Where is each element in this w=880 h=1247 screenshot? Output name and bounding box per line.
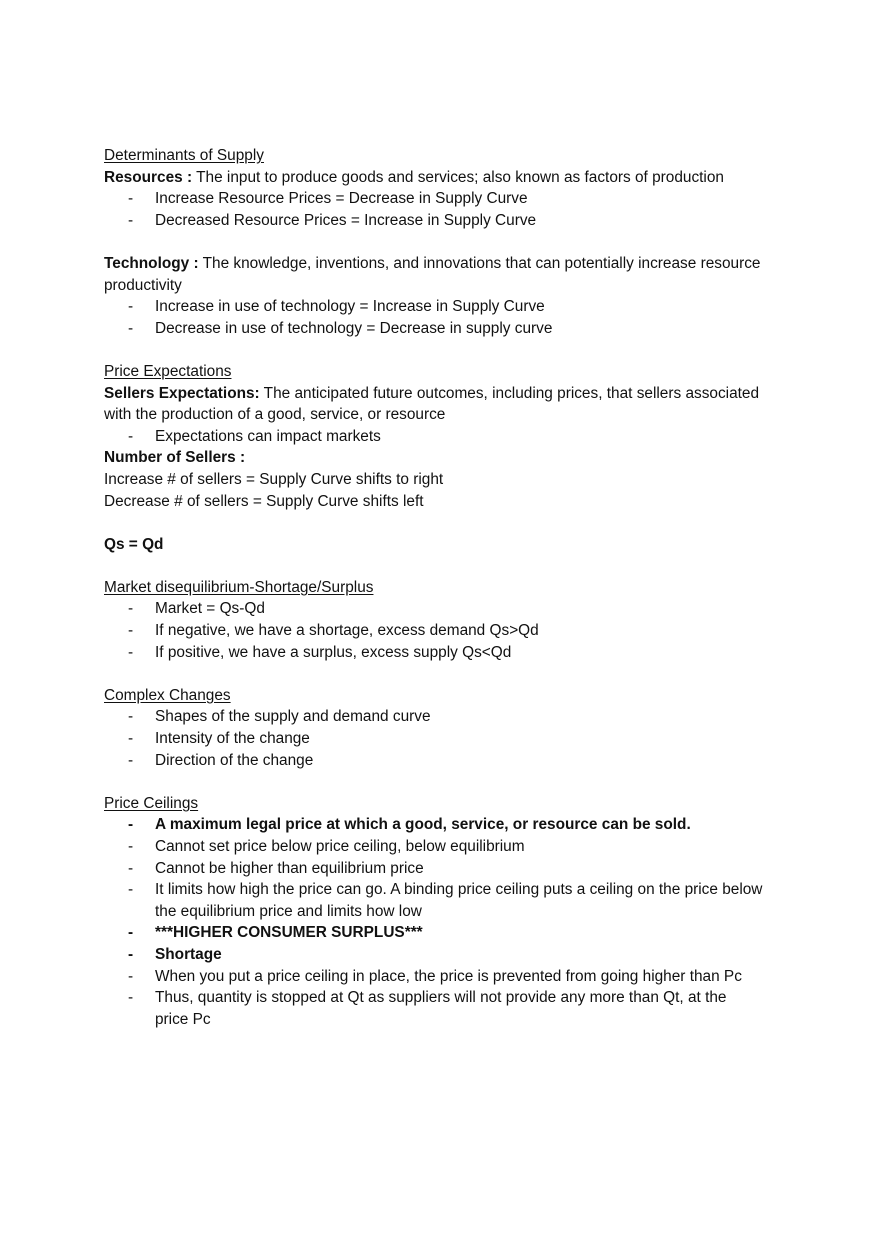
complex-heading: Complex Changes xyxy=(104,686,231,704)
list-item: - If negative, we have a shortage, excess demand Qs>Qd xyxy=(104,620,764,642)
disequilibrium-list xyxy=(104,598,764,663)
resources-definition: The input to produce goods and services; also known as factors of production xyxy=(192,168,724,186)
dash-bullet: - xyxy=(128,643,134,661)
list-item: - A maximum legal price at which a good, service, or resource can be sold. xyxy=(104,814,764,836)
equilibrium-equation: Qs = Qd xyxy=(104,535,164,553)
sellers-list xyxy=(104,426,764,448)
document-page xyxy=(104,145,764,1030)
dash-bullet: - xyxy=(128,211,134,229)
resources-paragraph xyxy=(104,167,764,189)
ceilings-heading: Price Ceilings xyxy=(104,794,199,812)
dash-bullet: - xyxy=(128,622,134,640)
list-item: - Cannot be higher than equilibrium price xyxy=(104,858,764,880)
technology-definition: The knowledge, inventions, and innovations that can potentially increase resource productivity xyxy=(104,254,761,294)
supply-heading: Determinants of Supply xyxy=(104,147,264,164)
disequilibrium-heading: Market disequilibrium-Shortage/Surplus xyxy=(104,578,374,596)
list-item: - Market = Qs-Qd xyxy=(104,598,764,620)
dash-bullet: - xyxy=(128,924,134,942)
dash-bullet: - xyxy=(128,838,134,855)
list-item: - Direction of the change xyxy=(104,750,764,772)
list-item: - Increase in use of technology = Increase in Supply Curve xyxy=(104,296,764,318)
dash-bullet: - xyxy=(128,708,134,726)
dash-bullet: - xyxy=(128,427,134,445)
dash-bullet: - xyxy=(128,298,134,316)
list-item: - Shapes of the supply and demand curve xyxy=(104,706,764,728)
technology-term: Technology : xyxy=(104,254,199,272)
number-line: Increase # of sellers = Supply Curve shifts to right xyxy=(104,470,444,488)
list-item: - Expectations can impact markets xyxy=(104,426,764,448)
list-item: - It limits how high the price can go. A binding price ceiling puts a ceiling on the price below the equilibrium price and limits how low xyxy=(128,881,763,920)
resources-term: Resources : xyxy=(104,168,193,186)
list-item: - Cannot set price below price ceiling, below equilibrium xyxy=(104,836,764,858)
dash-bullet: - xyxy=(128,859,134,877)
sellers-paragraph xyxy=(104,383,764,426)
number-line: Decrease # of sellers = Supply Curve shifts left xyxy=(104,492,424,510)
list-item: - Decrease in use of technology = Decrease in supply curve xyxy=(104,318,764,340)
complex-list xyxy=(104,706,764,771)
technology-list xyxy=(104,296,764,339)
dash-bullet: - xyxy=(128,751,134,769)
list-item: - If positive, we have a surplus, excess supply Qs<Qd xyxy=(104,642,764,664)
sellers-term: Sellers Expectations: xyxy=(104,384,260,402)
dash-bullet: - xyxy=(128,967,134,985)
list-item: - ***HIGHER CONSUMER SURPLUS*** xyxy=(104,922,764,944)
sellers-definition: The anticipated future outcomes, including prices, that sellers associated with the production of a good, service, or resource xyxy=(104,384,760,424)
dash-bullet: - xyxy=(128,190,134,208)
dash-bullet: - xyxy=(128,881,134,899)
list-item: - Shortage xyxy=(104,944,764,966)
ceilings-list xyxy=(104,814,764,1030)
technology-paragraph xyxy=(104,253,764,296)
list-item: - Increase Resource Prices = Decrease in Supply Curve xyxy=(104,188,764,210)
list-item: - When you put a price ceiling in place, the price is prevented from going higher than Pc xyxy=(104,966,764,988)
list-item: - Intensity of the change xyxy=(104,728,764,750)
expectations-heading: Price Expectations xyxy=(104,362,232,380)
dash-bullet: - xyxy=(128,319,134,337)
dash-bullet: - xyxy=(128,816,134,834)
list-item: - Decreased Resource Prices = Increase in Supply Curve xyxy=(104,210,764,232)
resources-list xyxy=(104,188,764,231)
number-of-sellers-term: Number of Sellers : xyxy=(104,449,246,467)
dash-bullet: - xyxy=(128,989,134,1007)
dash-bullet: - xyxy=(128,600,134,618)
list-item: - Thus, quantity is stopped at Qt as suppliers will not provide any more than Qt, at the price Pc xyxy=(128,989,727,1028)
dash-bullet: - xyxy=(128,730,134,748)
dash-bullet: - xyxy=(128,945,134,963)
